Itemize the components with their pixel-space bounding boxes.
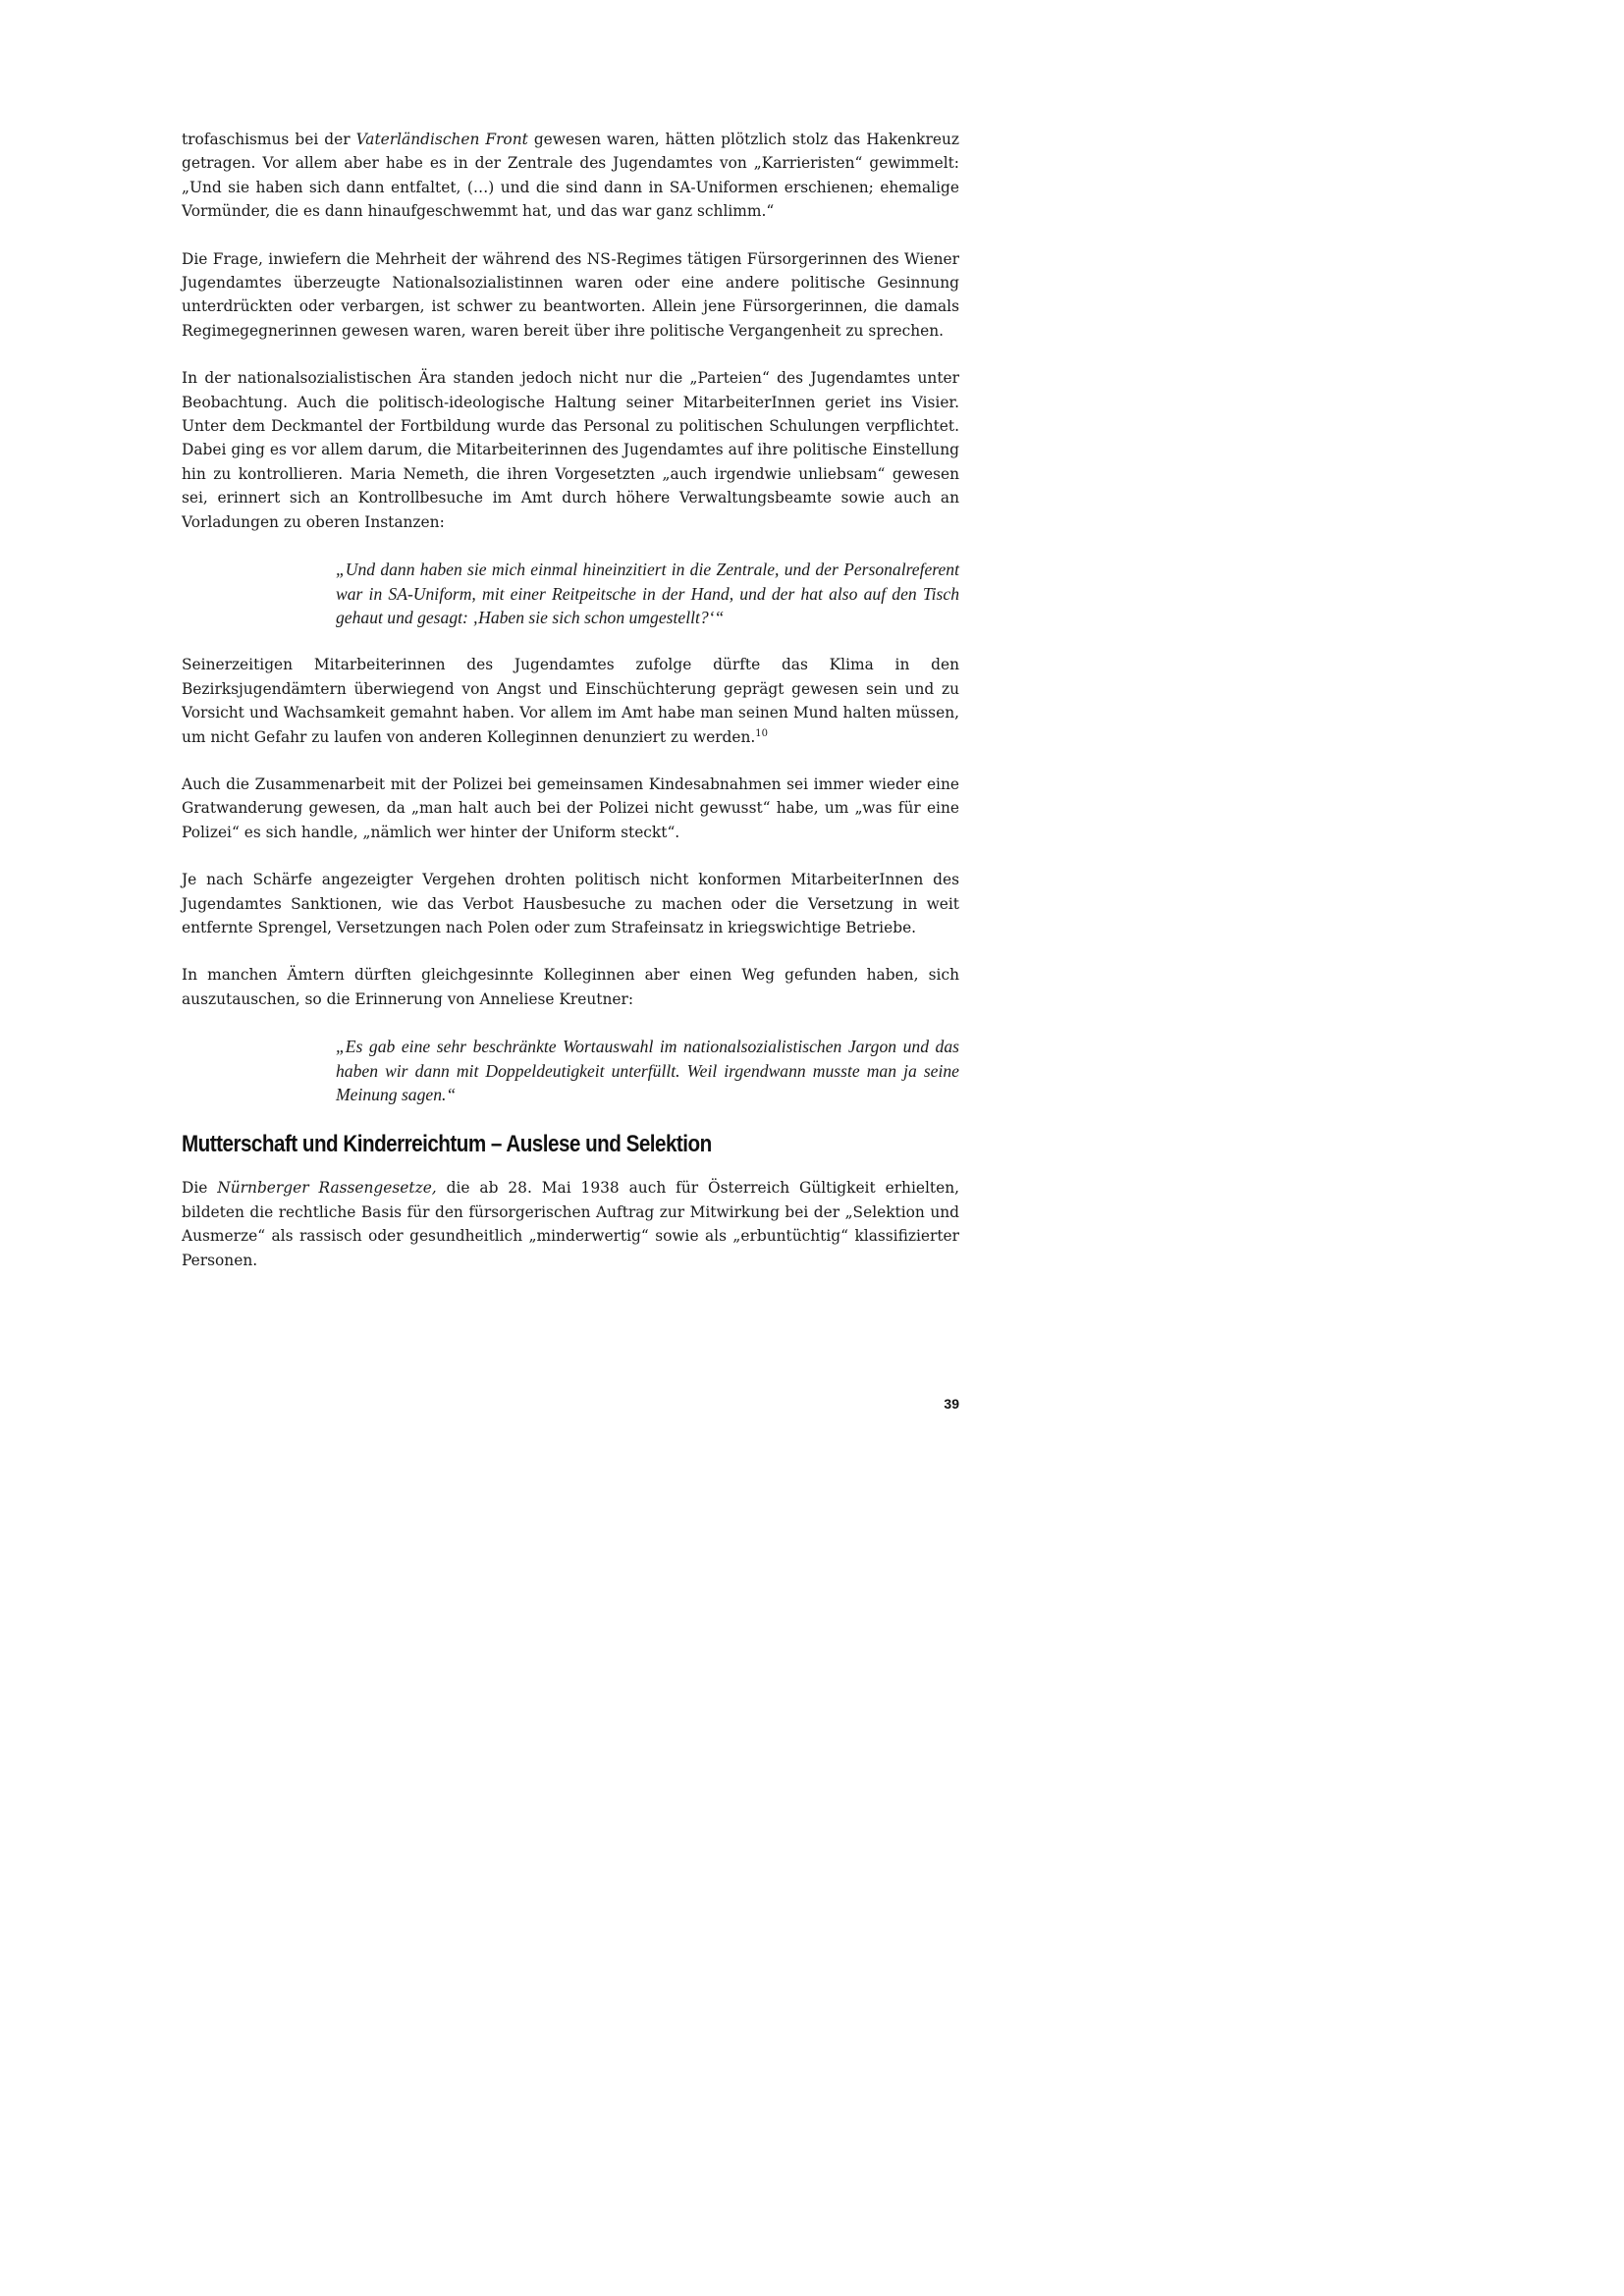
section-heading: Mutterschaft und Kinderreichtum – Auslese und Selektion xyxy=(182,1131,712,1158)
paragraph-text: trofaschismus bei der xyxy=(182,131,356,148)
block-quote: „Es gab eine sehr beschränkte Wortauswahl im nationalsozialistischen Jargon und das haben wir dann mit Doppeldeutigkeit unterfüllt. Weil irgendwann musste man ja seine Meinung sagen.“ xyxy=(336,1037,959,1104)
paragraph xyxy=(182,128,959,224)
emphasis-text: Nürnberger Rassengesetze, xyxy=(217,1179,437,1198)
paragraph: In der nationalsozialistischen Ära standen jedoch nicht nur die „Parteien“ des Jugendamtes unter Beobachtung. Auch die politisch-ideologische Haltung seiner MitarbeiterInnen geriet ins Visier. Unter dem Deckmantel der Fortbildung wurde das Personal zu politischen Schulungen verpflichtet. Dabei ging es vor allem darum, die Mitarbeiterinnen des Jugendamtes auf ihre politische Einstellung hin zu kontrollieren. Maria Nemeth, die ihren Vorgesetzten „auch irgendwie unliebsam“ gewesen sei, erinnert sich an Kontrollbesuche im Amt durch höhere Verwaltungsbeamte sowie auch an Vorladungen zu oberen Instanzen: xyxy=(182,369,959,531)
paragraph-text: Seinerzeitigen Mitarbeiterinnen des Jugendamtes zufolge dürfte das Klima in den Bezirksjugendämtern überwiegend von Angst und Einschüchterung geprägt gewesen sein und zu Vorsicht und Wachsamkeit gemahnt haben. Vor allem im Amt habe man seinen Mund halten müssen, um nicht Gefahr zu laufen von anderen Kolleginnen denunziert zu werden. xyxy=(182,656,959,746)
page-body xyxy=(182,128,959,1272)
paragraph: Auch die Zusammenarbeit mit der Polizei bei gemeinsamen Kindesabnahmen sei immer wieder eine Gratwanderung gewesen, da „man halt auch bei der Polizei nicht gewusst“ habe, um „was für eine Polizei“ es sich handle, „nämlich wer hinter der Uniform steckt“. xyxy=(182,774,959,841)
paragraph xyxy=(182,1176,959,1272)
page-number: 39 xyxy=(944,1396,959,1412)
paragraph-text: Die xyxy=(182,1179,218,1198)
footnote-marker[interactable]: 10 xyxy=(755,727,769,739)
block-quote: „Und dann haben sie mich einmal hineinzitiert in die Zentrale, und der Personalreferent war in SA-Uniform, mit einer Reitpeitsche in der Hand, und der hat also auf den Tisch gehaut und gesagt: ‚Haben sie sich schon umgestellt?‘“ xyxy=(336,560,959,627)
paragraph-text: die ab 28. Mai 1938 auch für Österreich Gültigkeit erhielten, bildeten die rechtliche Basis für den fürsorgerischen Auftrag zur Mitwirkung bei der „Selektion und Ausmerze“ als rassisch oder gesundheitlich „minderwertig“ sowie als „erbuntüchtig“ klassifizierter Personen. xyxy=(182,1179,960,1269)
paragraph: Die Frage, inwiefern die Mehrheit der während des NS-Regimes tätigen Fürsorgerinnen des Wiener Jugendamtes überzeugte Nationalsozialistinnen waren oder eine andere politische Gesinnung unterdrückten oder verbargen, ist schwer zu beantworten. Allein jene Fürsorgerinnen, die damals Regimegegnerinnen gewesen waren, waren bereit über ihre politische Vergangenheit zu sprechen. xyxy=(182,249,959,340)
paragraph-text: gewesen waren, hätten plötzlich stolz das Hakenkreuz getragen. Vor allem aber habe es in der Zentrale des Jugendamtes von „Karrieristen“ gewimmelt: „Und sie haben sich dann entfaltet, (…) und die sind dann in SA-Uniformen erschienen; ehemalige Vormünder, die es dann hinaufgeschwemmt hat, und das war ganz schlimm.“ xyxy=(182,131,959,221)
paragraph: In manchen Ämtern dürften gleichgesinnte Kolleginnen aber einen Weg gefunden haben, sich auszutauschen, so die Erinnerung von Anneliese Kreutner: xyxy=(182,966,959,1008)
paragraph: Je nach Schärfe angezeigter Vergehen drohten politisch nicht konformen MitarbeiterInnen des Jugendamtes Sanktionen, wie das Verbot Hausbesuche zu machen oder die Versetzung in weit entfernte Sprengel, Versetzungen nach Polen oder zum Strafeinsatz in kriegswichtige Betriebe. xyxy=(182,871,959,936)
emphasis-text: Vaterländischen Front xyxy=(355,131,528,148)
paragraph xyxy=(182,653,959,749)
